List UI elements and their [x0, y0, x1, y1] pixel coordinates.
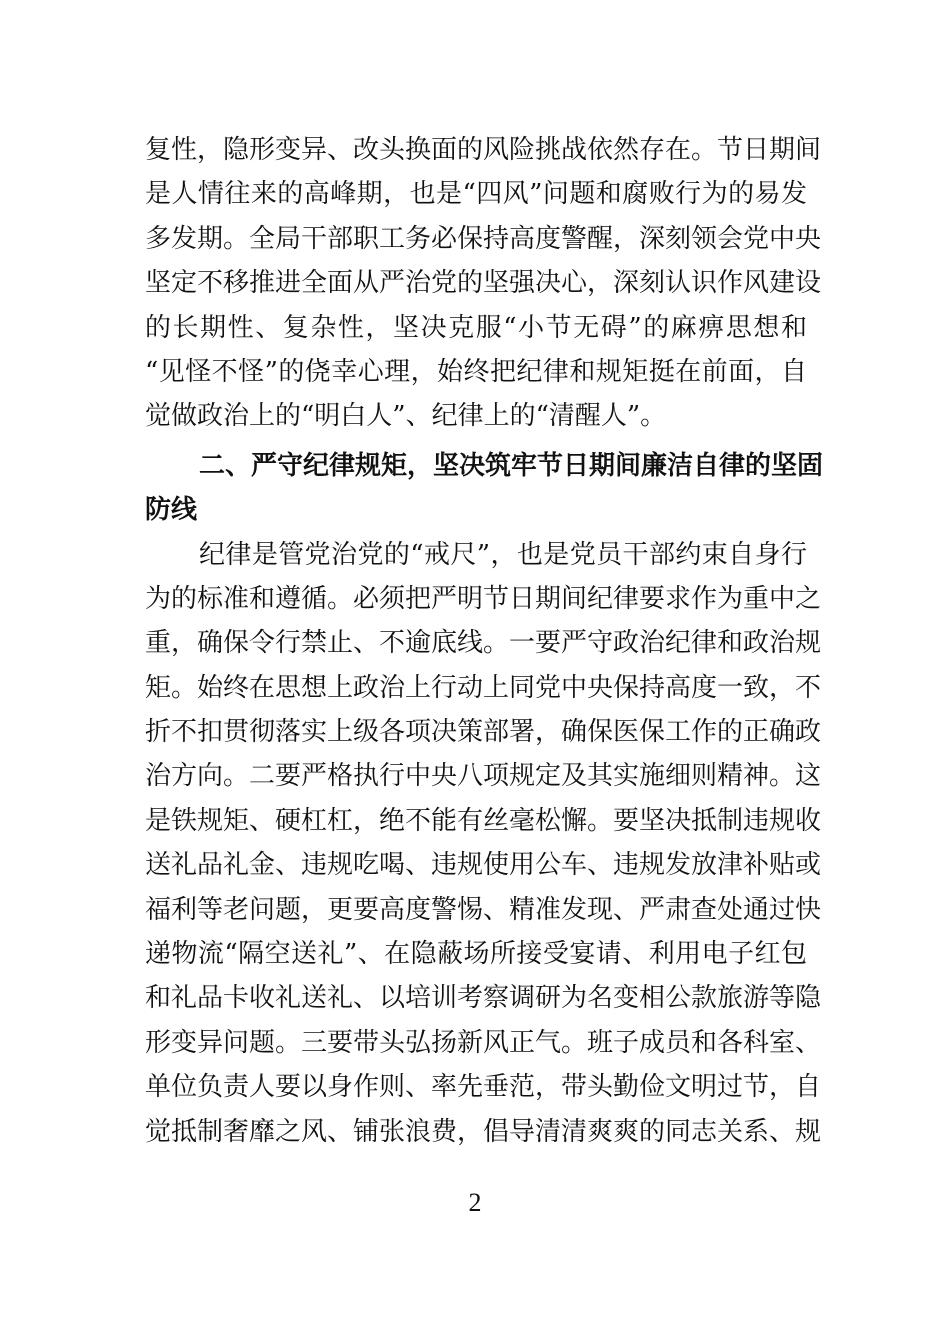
- text-line: 福利等老问题，更要高度警惕、精准发现、严肃查处通过快: [145, 894, 822, 925]
- heading-line: 二、严守纪律规矩，坚决筑牢节日期间廉洁自律的坚固: [199, 450, 824, 481]
- text-line: 觉抵制奢靡之风、铺张浪费，倡导清清爽爽的同志关系、规: [145, 1116, 822, 1147]
- text-line: 坚定不移推进全面从严治党的坚强决心，深刻认识作风建设: [145, 268, 822, 299]
- text-line: 复性，隐形变异、改头换面的风险挑战依然存在。节日期间: [145, 135, 822, 165]
- text-line: 纪律是管党治党的“戒尺”，也是党员干部约束自身行: [199, 539, 807, 570]
- text-line: 送礼品礼金、违规吃喝、违规使用公车、违规发放津补贴或: [145, 850, 822, 881]
- text-line: 为的标准和遵循。必须把严明节日期间纪律要求作为重中之: [145, 583, 822, 614]
- text-line: 形变异问题。三要带头弘扬新风正气。班子成员和各科室、: [145, 1027, 822, 1058]
- section-heading: [145, 444, 824, 533]
- text-line: 折不扣贯彻落实上级各项决策部署，确保医保工作的正确政: [145, 717, 822, 748]
- text-line: 矩。始终在思想上政治上行动上同党中央保持高度一致，不: [145, 672, 822, 703]
- text-line: 单位负责人要以身作则、率先垂范，带头勤俭文明过节，自: [145, 1072, 822, 1103]
- text-line: 是铁规矩、硬杠杠，绝不能有丝毫松懈。要坚决抵制违规收: [145, 805, 822, 836]
- text-line: 的长期性、复杂性，坚决克服“小节无碍”的麻痹思想和: [145, 312, 807, 343]
- text-line: 是人情往来的高峰期，也是“四风”问题和腐败行为的易发: [145, 179, 807, 210]
- text-line: “见怪不怪”的侥幸心理，始终把纪律和规矩挺在前面，自: [145, 356, 807, 387]
- heading-line: 防线: [145, 495, 198, 526]
- paragraph: [145, 533, 822, 1154]
- page-number: 2: [468, 1188, 482, 1217]
- paragraph: [145, 128, 822, 439]
- text-line: 递物流“隔空送礼”、在隐蔽场所接受宴请、利用电子红包: [145, 939, 807, 970]
- document-body: [145, 128, 824, 1154]
- text-line: 和礼品卡收礼送礼、以培训考察调研为名变相公款旅游等隐: [145, 983, 822, 1014]
- text-line: 觉做政治上的“明白人”、纪律上的“清醒人”。: [145, 401, 667, 432]
- text-line: 多发期。全局干部职工务必保持高度警醒，深刻领会党中央: [145, 223, 822, 254]
- text-line: 重，确保令行禁止、不逾底线。一要严守政治纪律和政治规: [145, 628, 822, 659]
- text-line: 治方向。二要严格执行中央八项规定及其实施细则精神。这: [145, 761, 822, 792]
